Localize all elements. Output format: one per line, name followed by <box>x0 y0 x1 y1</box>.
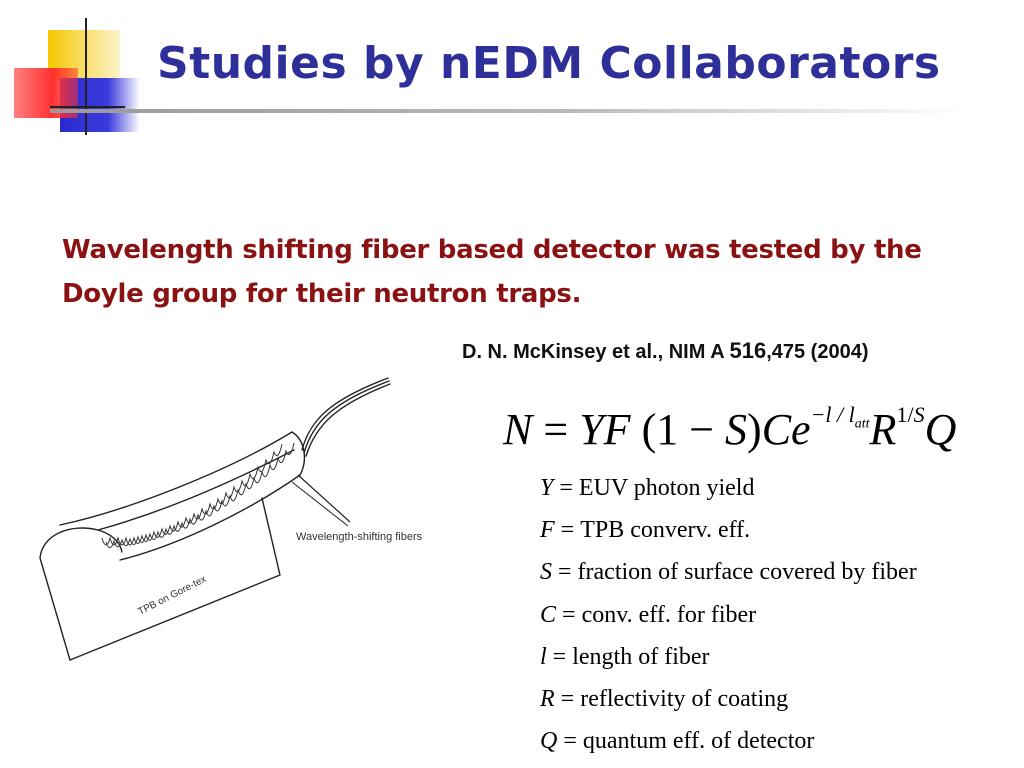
formula-n: N <box>503 405 533 454</box>
fiber-bundle-1 <box>302 378 388 450</box>
formula-y: Y <box>579 405 604 454</box>
definition-y: Y = EUV photon yield <box>540 475 755 501</box>
formula-c: C <box>761 405 792 454</box>
definitions-list <box>540 467 917 762</box>
formula-f: F <box>603 405 631 454</box>
citation-volume: 516 <box>729 338 767 363</box>
cylinder-rim <box>60 432 292 525</box>
slide-logo-icon <box>0 0 160 140</box>
definition-s: S = fraction of surface covered by fiber <box>540 559 917 586</box>
fiber-wave-1 <box>102 443 294 545</box>
formula-r-exponent: 1/S <box>896 402 925 428</box>
citation-authors: D. N. McKinsey et al., NIM A <box>462 341 730 363</box>
formula-e: e <box>791 405 811 454</box>
definition-l: l = length of fiber <box>540 643 710 670</box>
definition-f: F = TPB converv. eff. <box>540 517 751 544</box>
formula-exponent: −l / latt <box>810 402 870 432</box>
formula-r: R <box>869 405 897 454</box>
fiber-wave-2 <box>106 444 282 548</box>
definition-q: Q = quantum eff. of detector <box>540 728 815 755</box>
fiber-label: Wavelength-shifting fibers <box>296 531 423 543</box>
formula-exp-sub: att <box>854 416 870 432</box>
fiber-bundle-3 <box>304 381 389 453</box>
formula-paren: (1 − <box>630 405 726 454</box>
fiber-label-pointer <box>298 475 350 522</box>
definition-c: C = conv. eff. for fiber <box>540 601 757 628</box>
fiber-bundle-2 <box>306 384 390 456</box>
title-underline <box>50 109 970 113</box>
formula-eq: = <box>532 405 580 454</box>
detector-diagram <box>30 370 460 670</box>
formula-close: ) <box>747 405 762 454</box>
fiber-label-pointer-2 <box>292 482 348 526</box>
citation-pages: ,475 (2004) <box>766 341 869 363</box>
slide-title: Studies by nEDM Collaborators <box>157 38 941 89</box>
citation <box>462 338 868 364</box>
yield-formula <box>503 404 956 455</box>
coating-sheet-edge <box>70 498 280 660</box>
slide-heading: Wavelength shifting fiber based detector was tested by the Doyle group for their neutron traps. <box>62 235 922 309</box>
trough-end <box>292 432 304 475</box>
definition-r: R = reflectivity of coating <box>540 685 789 712</box>
coating-label: TPB on Gore-tex <box>136 573 209 618</box>
formula-s: S <box>725 405 748 454</box>
formula-q: Q <box>924 405 957 454</box>
